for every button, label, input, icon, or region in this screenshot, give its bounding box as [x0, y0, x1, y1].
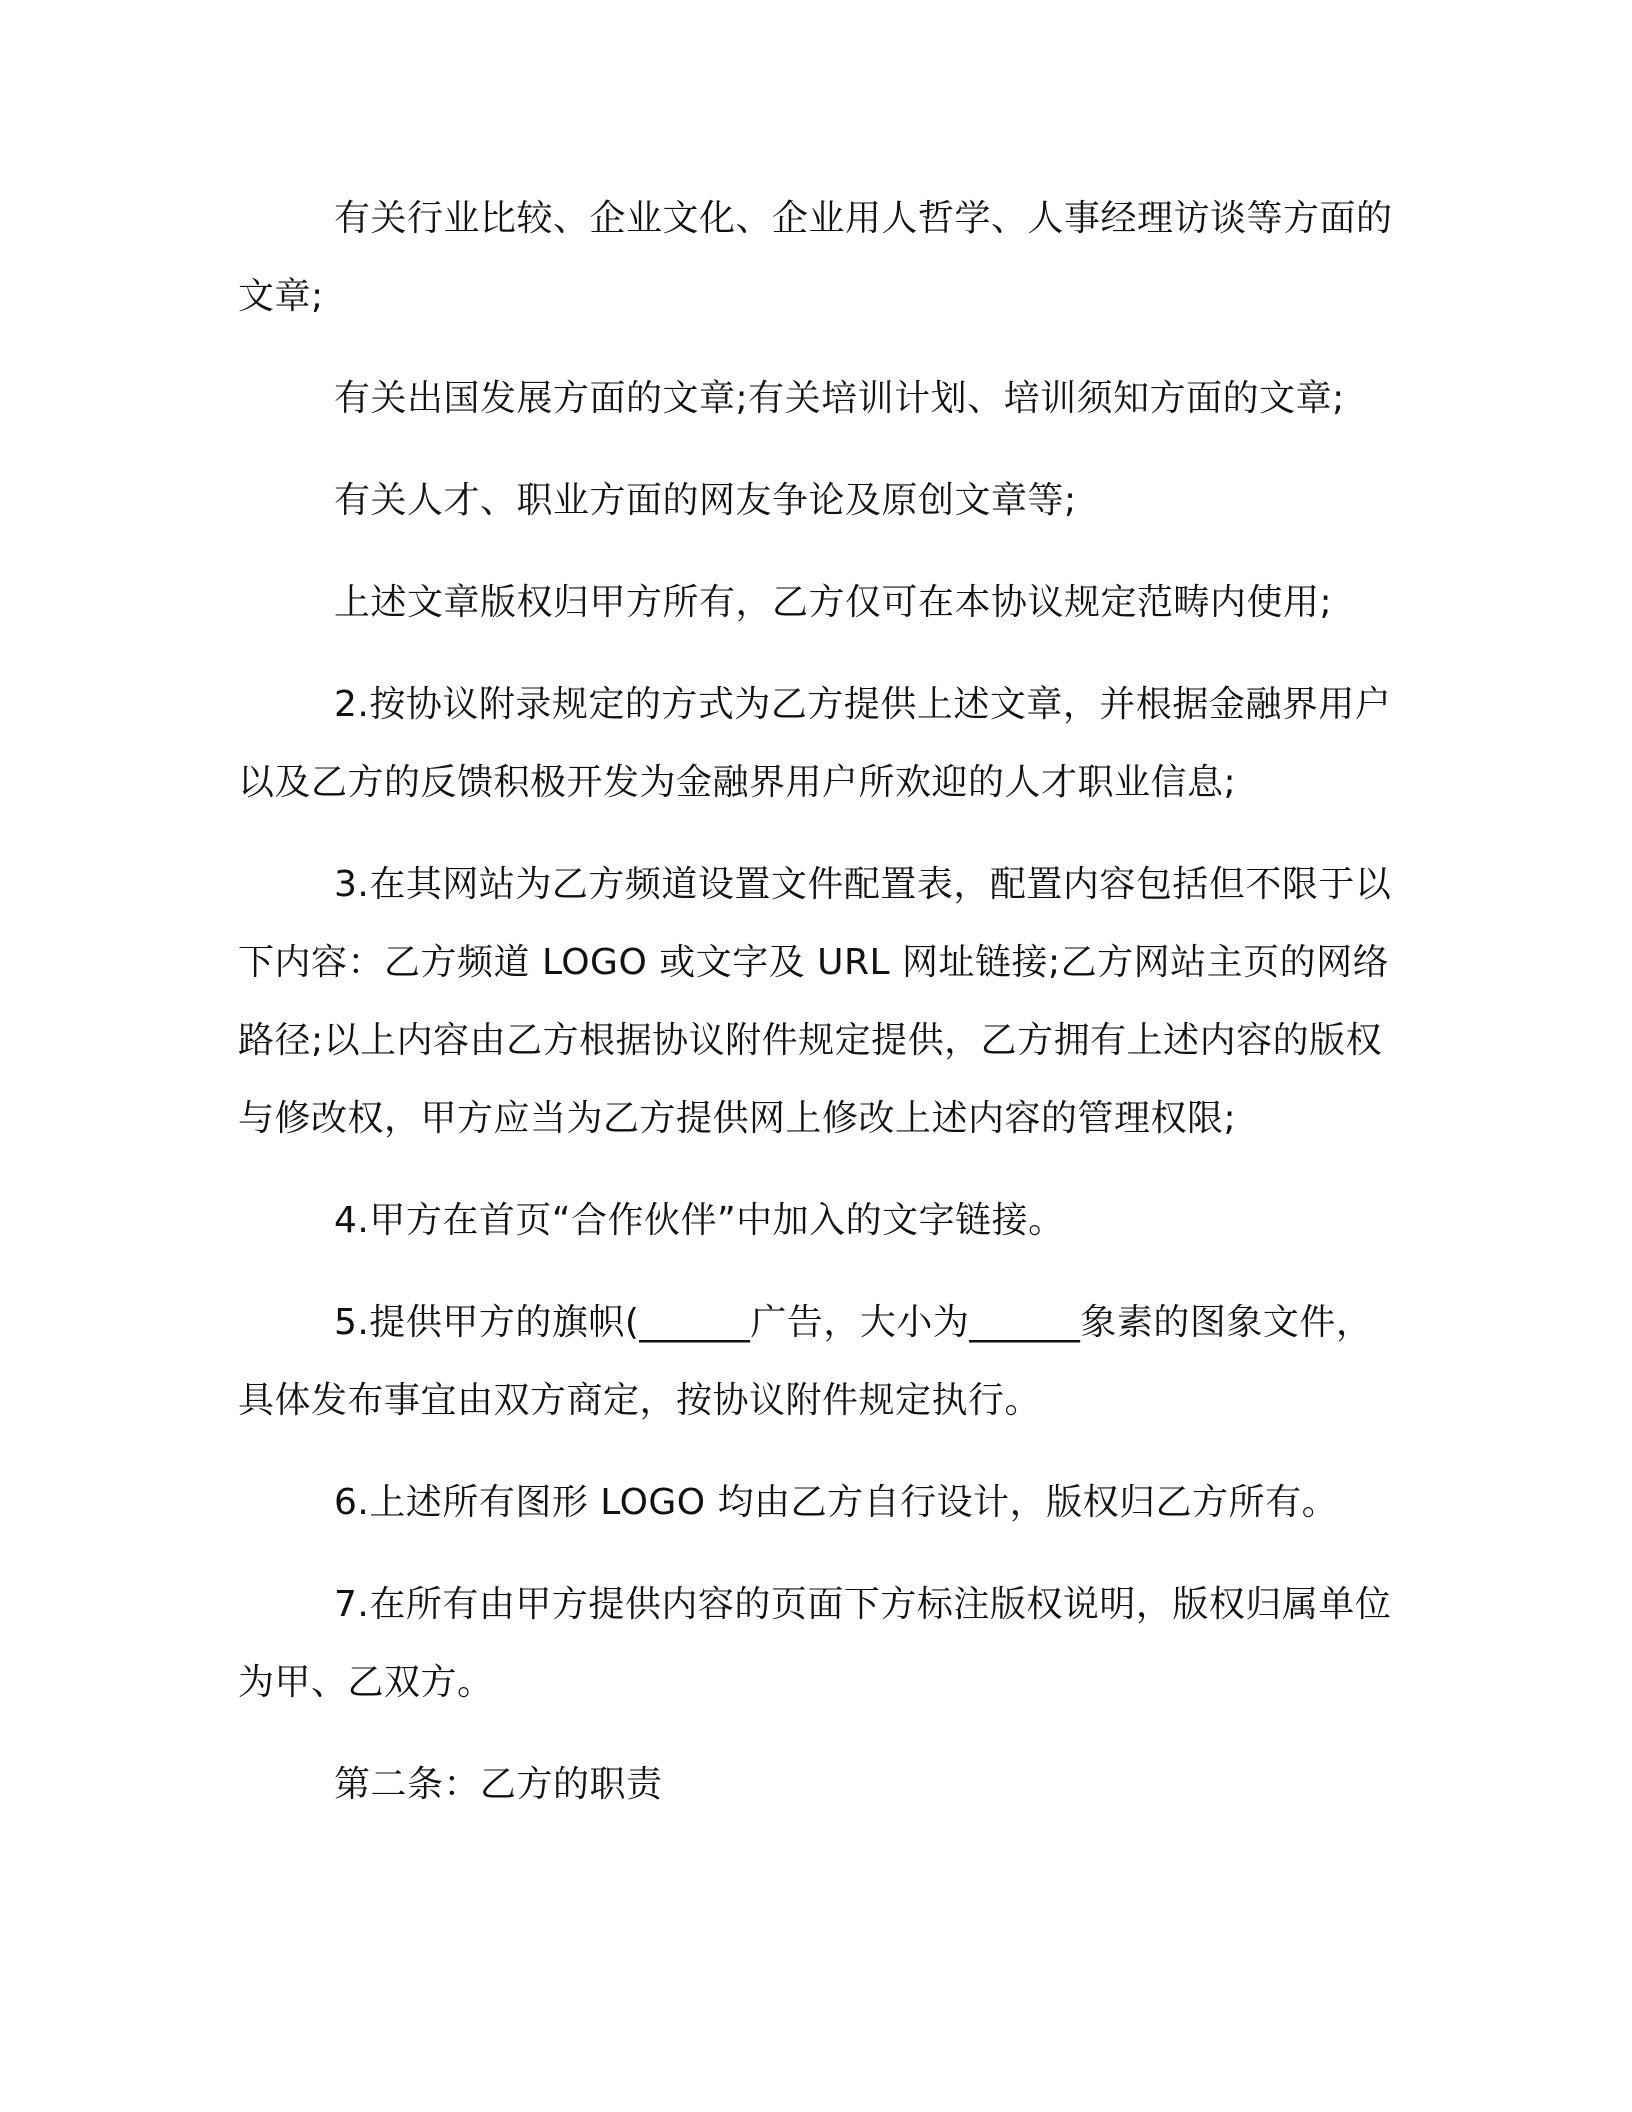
paragraph-item-4: 4.甲方在首页“合作伙伴”中加入的文字链接。 — [334, 1200, 1065, 1241]
paragraph-item-2: 2.按协议附录规定的方式为乙方提供上述文章，并根据金融界用户以及乙方的反馈积极开发为金融界用户所欢迎的人才职业信息; — [238, 684, 1392, 803]
paragraph-talent-discussion: 有关人才、职业方面的网友争论及原创文章等; — [334, 480, 1077, 521]
document-body — [238, 180, 1398, 1848]
paragraph-item-5: 5.提供甲方的旗帜(______广告，大小为______象素的图象文件，具体发布事宜由双方商定，按协议附件规定执行。 — [238, 1302, 1373, 1421]
section-heading-party-b-duties: 第二条：乙方的职责 — [334, 1764, 663, 1805]
paragraph-item-7: 7.在所有由甲方提供内容的页面下方标注版权说明，版权归属单位为甲、乙双方。 — [238, 1584, 1392, 1703]
paragraph-copyright-statement: 上述文章版权归甲方所有，乙方仅可在本协议规定范畴内使用; — [334, 582, 1333, 623]
paragraph-overseas-training: 有关出国发展方面的文章;有关培训计划、培训须知方面的文章; — [334, 378, 1345, 419]
paragraph-industry-articles: 有关行业比较、企业文化、企业用人哲学、人事经理访谈等方面的文章; — [238, 198, 1393, 317]
paragraph-item-6: 6.上述所有图形 LOGO 均由乙方自行设计，版权归乙方所有。 — [334, 1482, 1339, 1523]
paragraph-item-3: 3.在其网站为乙方频道设置文件配置表，配置内容包括但不限于以下内容：乙方频道 LOGO 或文字及 URL 网址链接;乙方网站主页的网络路径;以上内容由乙方根据协议附件规定提供，乙方拥有上述内容的版权与修改权，甲方应当为乙方提供网上修改上述内容的管理权限; — [238, 864, 1392, 1139]
